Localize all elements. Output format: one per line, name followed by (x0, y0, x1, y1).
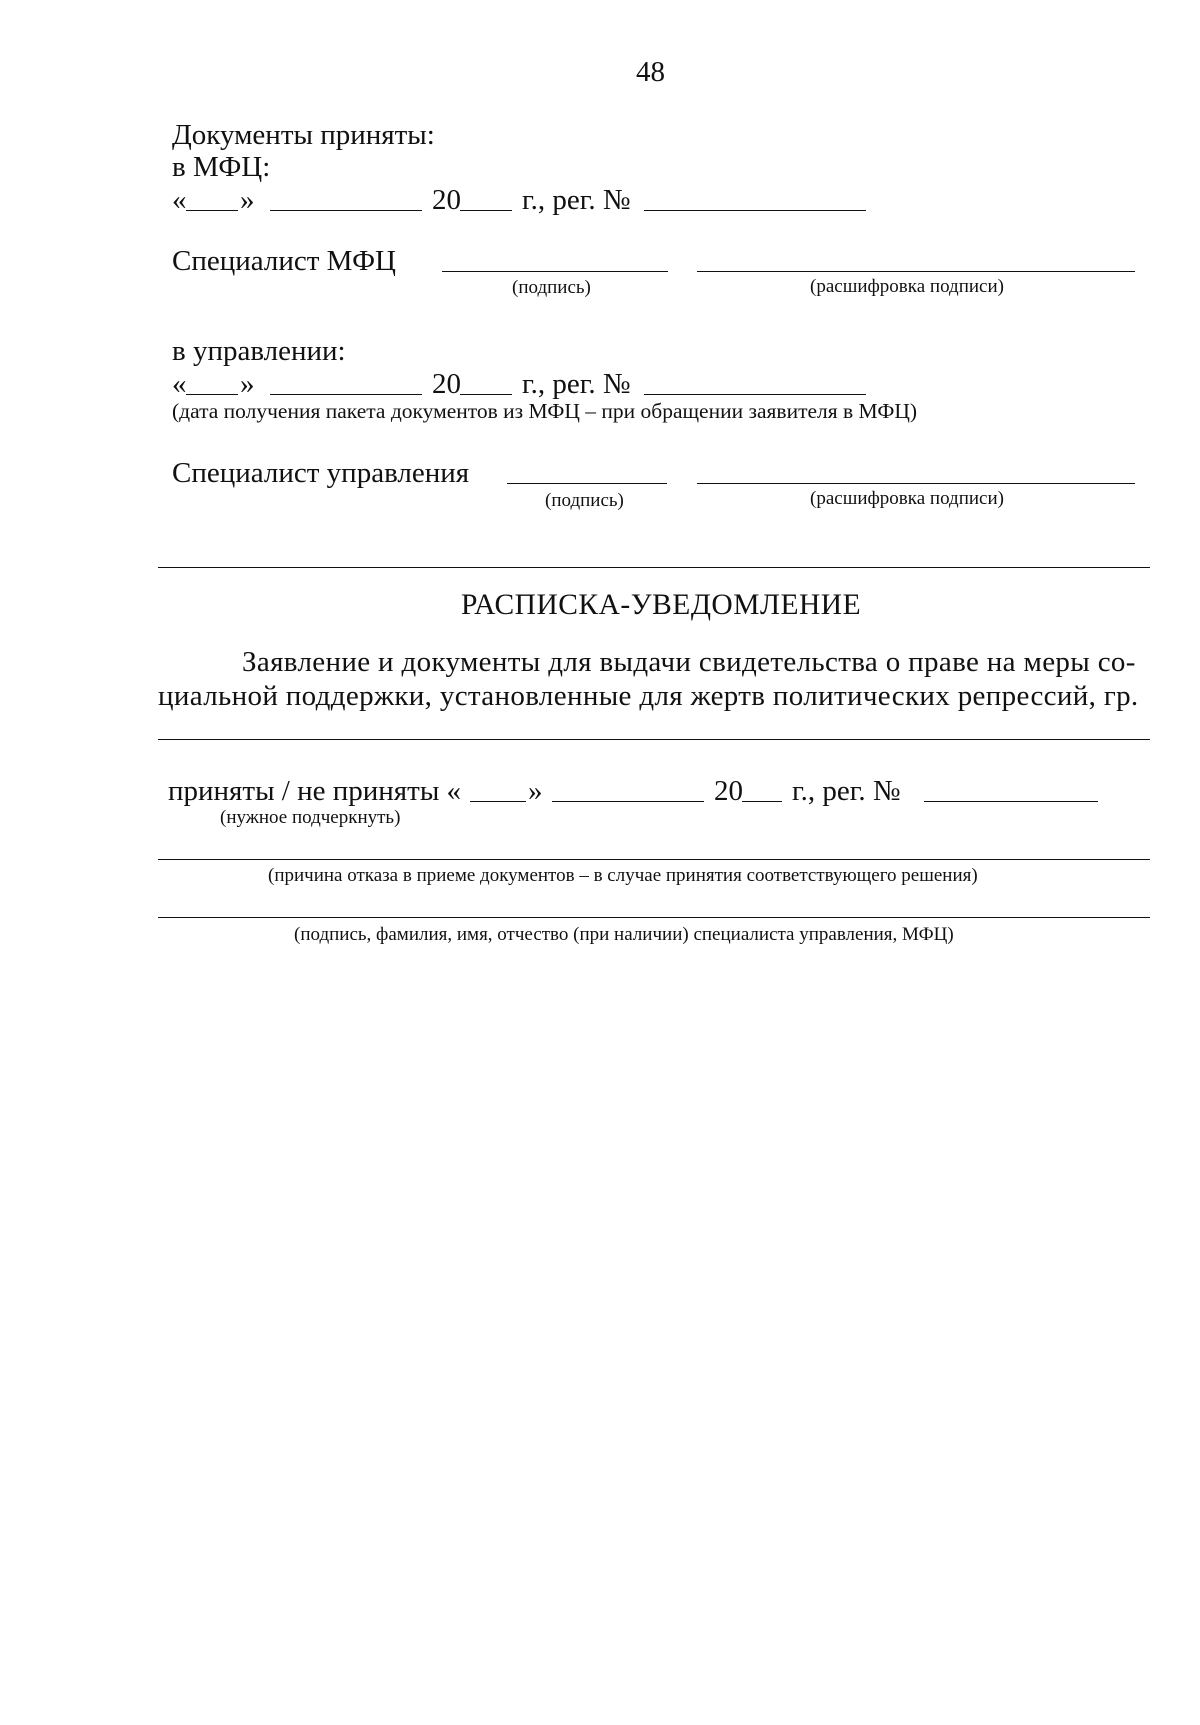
receipt-day-line (470, 801, 526, 802)
receipt-quote-close: » (528, 775, 543, 807)
receipt-reg-number-line (924, 801, 1098, 802)
department-signature-line (507, 483, 667, 484)
department-quote-open: « (172, 368, 187, 400)
mfc-signature-caption: (подпись) (512, 277, 591, 298)
mfc-specialist-label: Специалист МФЦ (172, 245, 396, 277)
specialist-signature-line (158, 917, 1150, 918)
department-label: в управлении: (172, 335, 346, 367)
department-specialist-label: Специалист управления (172, 457, 470, 489)
receipt-title: РАСПИСКА-УВЕДОМЛЕНИЕ (461, 589, 862, 621)
receipt-text-line-2: циальной поддержки, установленные для жертв политических репрессий, гр. (158, 680, 1139, 712)
mfc-signature-decode-line (697, 271, 1135, 272)
mfc-year-prefix: 20 (432, 184, 461, 216)
department-reg-text: г., рег. № (522, 368, 631, 400)
mfc-reg-text: г., рег. № (522, 184, 631, 216)
mfc-month-line (270, 210, 422, 211)
mfc-quote-close: » (240, 184, 255, 216)
underline-note: (нужное подчеркнуть) (220, 807, 401, 828)
department-reg-number-line (644, 394, 866, 395)
mfc-year-line (460, 210, 512, 211)
mfc-quote-open: « (172, 184, 187, 216)
receipt-year-prefix: 20 (714, 775, 743, 807)
receipt-month-line (552, 801, 704, 802)
department-day-line (186, 394, 238, 395)
mfc-reg-number-line (644, 210, 866, 211)
department-signature-decode-caption: (расшифровка подписи) (810, 488, 1004, 509)
receipt-year-line (742, 801, 782, 802)
accepted-not-accepted-label: приняты / не приняты « (168, 775, 462, 807)
department-year-line (460, 394, 512, 395)
receipt-text-line-1: Заявление и документы для выдачи свидетельства о праве на меры со- (242, 646, 1136, 678)
refusal-reason-line (158, 859, 1150, 860)
documents-accepted-heading: Документы приняты: (172, 119, 435, 151)
department-year-prefix: 20 (432, 368, 461, 400)
specialist-signature-caption: (подпись, фамилия, имя, отчество (при наличии) специалиста управления, МФЦ) (294, 924, 954, 945)
department-month-line (270, 394, 422, 395)
department-signature-decode-line (697, 483, 1135, 484)
section-divider (158, 567, 1150, 568)
citizen-name-line (158, 739, 1150, 740)
department-signature-caption: (подпись) (545, 490, 624, 511)
mfc-day-line (186, 210, 238, 211)
mfc-signature-decode-caption: (расшифровка подписи) (810, 276, 1004, 297)
receipt-reg-text: г., рег. № (792, 775, 901, 807)
department-quote-close: » (240, 368, 255, 400)
refusal-reason-caption: (причина отказа в приеме документов – в случае принятия соответствующего решения) (268, 865, 978, 886)
mfc-label: в МФЦ: (172, 151, 271, 183)
mfc-signature-line (442, 271, 668, 272)
date-received-note: (дата получения пакета документов из МФЦ – при обращении заявителя в МФЦ) (172, 399, 918, 423)
page-number: 48 (636, 56, 665, 88)
